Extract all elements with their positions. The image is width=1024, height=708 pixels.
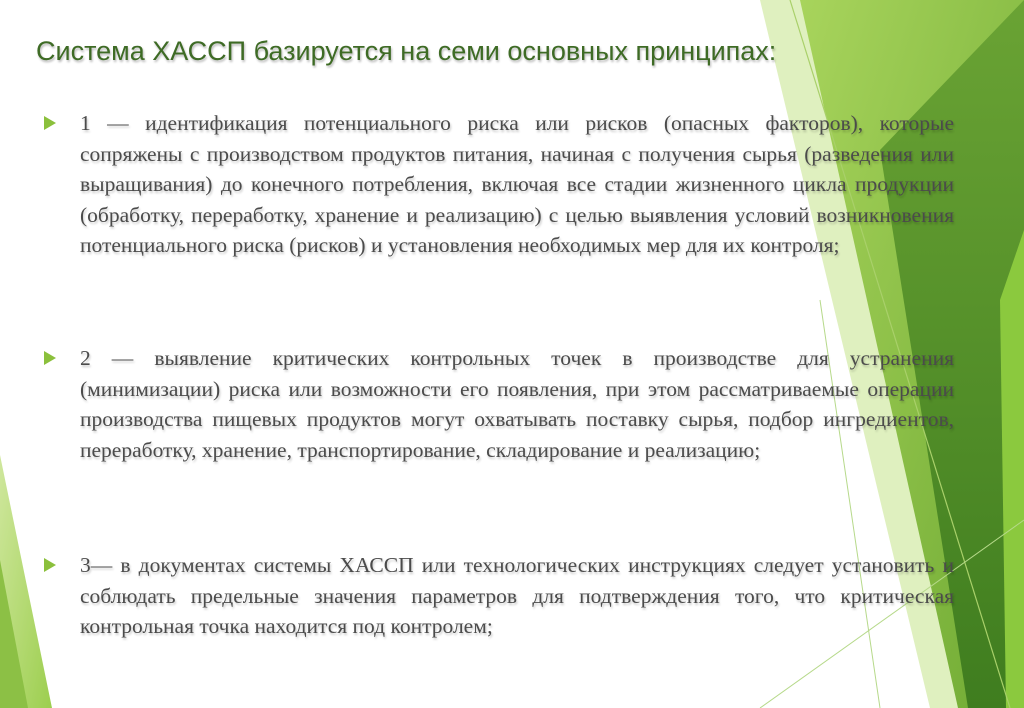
bullet-item-2 <box>44 343 954 465</box>
slide-title: Система ХАССП базируется на семи основных принципах: <box>36 36 777 66</box>
triangle-bullet-icon <box>44 558 56 572</box>
bullet-text-2: 2 — выявление критических контрольных точек в производстве для устранения (минимизации) риска или возможности его появления, при этом рассматриваемые операции производства пищевых продуктов могут охватывать поставку сырья, подбор ингредиентов, переработку, хранение, транспортирование, складирование и реализацию; <box>80 346 954 462</box>
bullet-item-3 <box>44 550 954 642</box>
bullet-text-1: 1 — идентификация потенциального риска или рисков (опасных факторов), которые сопряжены с производством продуктов питания, начиная с получения сырья (разведения или выращивания) до конечного потребления, включая все стадии жизненного цикла продукции (обработку, переработку, хранение и реализацию) с целью выявления условий возникновения потенциального риска (рисков) и установления необходимых мер для их контроля; <box>80 111 954 257</box>
triangle-bullet-icon <box>44 351 56 365</box>
bullet-text-3: 3— в документах системы ХАССП или технологических инструкциях следует установить и соблюдать предельные значения параметров для подтверждения того, что критическая контрольная точка находится под контролем; <box>80 553 954 638</box>
triangle-bullet-icon <box>44 116 56 130</box>
bullet-item-1 <box>44 108 954 261</box>
